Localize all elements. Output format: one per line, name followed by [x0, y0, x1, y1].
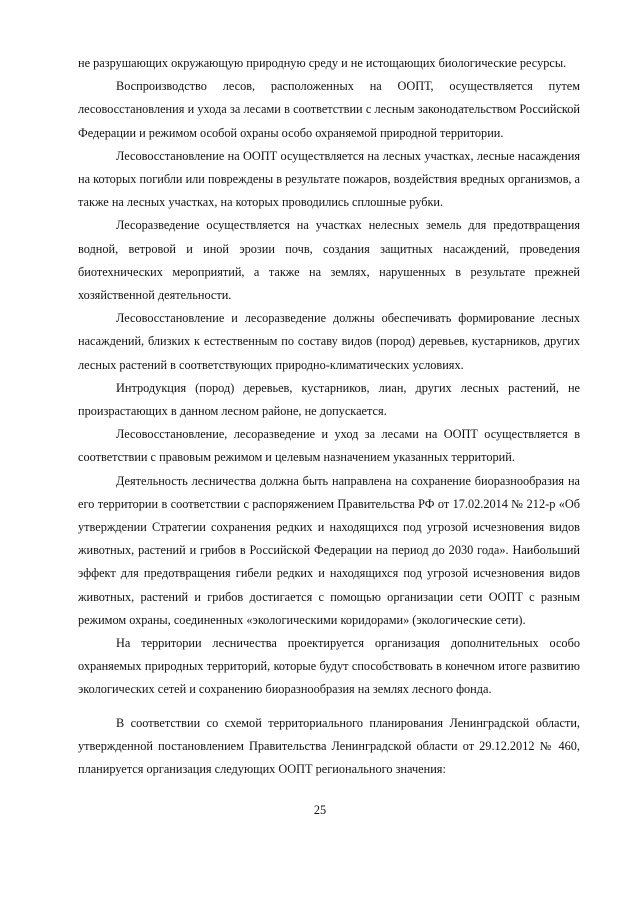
paragraph-additional-protected-areas: На территории лесничества проектируется организация дополнительных особо охраняемых природных территорий, которые будут способствовать в конечном итоге развитию экологических сетей и сохранению биоразнообразия на землях лесного фонда. — [78, 636, 580, 697]
paragraph-forest-reproduction: Воспроизводство лесов, расположенных на ООПТ, осуществляется путем лесовосстановления и ухода за лесами в соответствии с лесным законодательством Российской Федерации и режимом особой охраны особо охраняемой природной территории. — [78, 79, 580, 140]
document-body — [78, 52, 580, 781]
paragraph-biodiversity: Деятельность лесничества должна быть направлена на сохранение биоразнообразия на его территории в соответствии с распоряжением Правительства РФ от 17.02.2014 № 212-р «Об утверждении Стратегии сохранения редких и находящихся под угрозой исчезновения видов животных, растений и грибов в Российской Федерации на период до 2030 года». Наибольший эффект для предотвращения гибели редких и находящихся под угрозой исчезновения видов животных, растений и грибов достигается с помощью организации сети ООПТ с разным режимом охраны, соединенных «экологическими коридорами» (экологические сети). — [78, 473, 580, 627]
page-number: 25 — [313, 803, 327, 817]
paragraph-introduction: Интродукция (пород) деревьев, кустарников, лиан, других лесных растений, не произрастающих в данном лесном районе, не допускается. — [78, 380, 580, 419]
paragraph-reforestation: Лесовосстановление на ООПТ осуществляется на лесных участках, лесные насаждения на которых погибли или повреждены в результате пожаров, воздействия вредных организмов, а также на лесных участках, на которых проводились сплошные рубки. — [78, 148, 580, 210]
paragraph-continuation: не разрушающих окружающую природную среду и не истощающих биологические ресурсы. — [78, 56, 567, 70]
paragraph-forest-formation: Лесовосстановление и лесоразведение должны обеспечивать формирование лесных насаждений, близких к естественным по составу видов (пород) деревьев, кустарников, других лесных растений в соответствующих природно-климатических условиях. — [78, 311, 580, 372]
paragraph-afforestation: Лесоразведение осуществляется на участках нелесных земель для предотвращения водной, ветровой и иной эрозии почв, создания защитных насаждений, проведения биотехнических мероприятий, а также на землях, нарушенных в результате прежней хозяйственной деятельности. — [78, 218, 580, 303]
paragraph-legal-regime: Лесовосстановление, лесоразведение и уход за лесами на ООПТ осуществляется в соответствии с правовым режимом и целевым назначением указанных территорий. — [78, 427, 580, 465]
paragraph-territorial-planning: В соответствии со схемой территориального планирования Ленинградской области, утвержденной постановлением Правительства Ленинградской области от 29.12.2012 № 460, планируется организация следующих ООПТ регионального значения: — [78, 715, 580, 777]
